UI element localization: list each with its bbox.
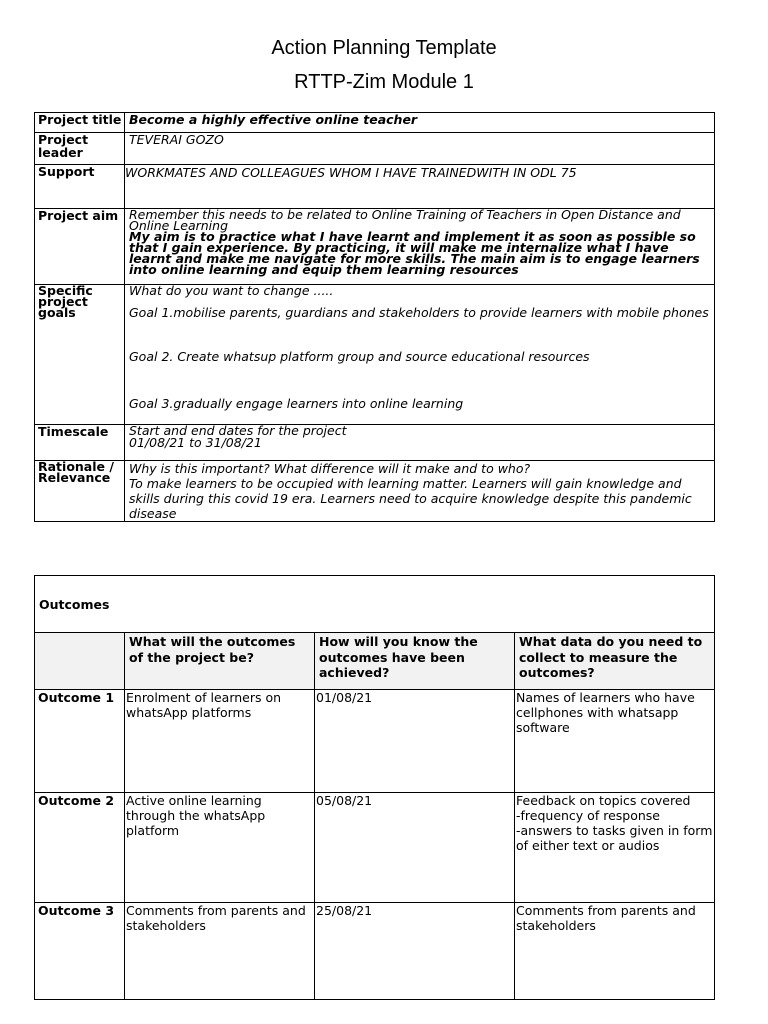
- outcome-2-label: Outcome 2: [35, 793, 125, 903]
- outcome-3-outcome: Comments from parents and stakeholders: [125, 903, 315, 1000]
- project-title-value: Become a highly effective online teacher: [125, 113, 715, 133]
- outcome-2-data-line: -answers to tasks given in form of either text or audios: [516, 823, 713, 853]
- goals-label: Specific project goals: [35, 285, 125, 425]
- document-title: Action Planning Template: [271, 37, 497, 59]
- project-aim-value: My aim is to practice what I have learnt and implement it as soon as possible so that I gain experience. By practicing, it will make me internalize what I have learnt and make me navigate for more skills. The main aim is to engage learners into online learning and equip them learning resources: [129, 229, 700, 277]
- table-row: [35, 133, 715, 165]
- table-row: [35, 633, 715, 690]
- timescale-cell: [125, 425, 715, 461]
- outcome-1-label: Outcome 1: [35, 690, 125, 793]
- outcome-2-data: [515, 793, 715, 903]
- support-label: Support: [35, 165, 125, 209]
- column-header-achieved: How will you know the outcomes have been achieved?: [315, 633, 515, 690]
- goal-2: Goal 2. Create whatsup platform group and source educational resources: [129, 349, 590, 364]
- outcome-1-data: Names of learners who have cellphones with whatsapp software: [515, 690, 715, 793]
- timescale-label: Timescale: [35, 425, 125, 461]
- goal-3: Goal 3.gradually engage learners into online learning: [129, 396, 464, 411]
- rationale-label: Rationale / Relevance: [35, 461, 125, 522]
- header-empty-cell: [35, 633, 125, 690]
- project-details-table: [34, 112, 715, 522]
- table-row: [35, 165, 715, 209]
- table-row: [35, 576, 715, 633]
- outcome-1-achieved: 01/08/21: [315, 690, 515, 793]
- table-row: [35, 903, 715, 1000]
- project-title-label: Project title: [35, 113, 125, 133]
- rationale-value: To make learners to be occupied with learning matter. Learners will gain knowledge and skills during this covid 19 era. Learners need to acquire knowledge despite this pandemic disease: [129, 476, 692, 521]
- outcome-3-achieved: 25/08/21: [315, 903, 515, 1000]
- goals-prompt: What do you want to change .....: [129, 284, 334, 298]
- outcomes-heading: Outcomes: [35, 576, 715, 633]
- outcome-3-label: Outcome 3: [35, 903, 125, 1000]
- table-row: [35, 425, 715, 461]
- project-aim-prompt: Remember this needs to be related to Online Training of Teachers in Open Distance and Online Learning: [129, 208, 681, 233]
- column-header-outcomes: What will the outcomes of the project be?: [125, 633, 315, 690]
- table-row: [35, 690, 715, 793]
- table-row: [35, 209, 715, 285]
- project-leader-label: Project leader: [35, 133, 125, 165]
- project-aim-cell: [125, 209, 715, 285]
- table-row: [35, 793, 715, 903]
- document-subtitle: RTTP-Zim Module 1: [294, 71, 474, 93]
- outcome-2-data-line: -frequency of response: [516, 808, 660, 823]
- goal-1: Goal 1.mobilise parents, guardians and stakeholders to provide learners with mobile phones: [129, 305, 709, 320]
- outcome-2-data-line: Feedback on topics covered: [516, 793, 691, 808]
- outcome-3-data: Comments from parents and stakeholders: [515, 903, 715, 1000]
- outcome-2-outcome: Active online learning through the whatsApp platform: [125, 793, 315, 903]
- timescale-value: 01/08/21 to 31/08/21: [129, 435, 262, 450]
- project-leader-value: TEVERAI GOZO: [125, 133, 715, 165]
- timescale-prompt: Start and end dates for the project: [129, 424, 347, 438]
- table-row: [35, 285, 715, 425]
- column-header-data: What data do you need to collect to measure the outcomes?: [515, 633, 715, 690]
- outcome-2-achieved: 05/08/21: [315, 793, 515, 903]
- project-aim-label: Project aim: [35, 209, 125, 285]
- table-row: [35, 461, 715, 522]
- support-value: WORKMATES AND COLLEAGUES WHOM I HAVE TRAINEDWITH IN ODL 75: [125, 165, 715, 209]
- rationale-cell: [125, 461, 715, 522]
- rationale-prompt: Why is this important? What difference will it make and to who?: [129, 461, 531, 476]
- outcome-1-outcome: Enrolment of learners on whatsApp platforms: [125, 690, 315, 793]
- table-row: [35, 113, 715, 133]
- outcomes-table: [34, 575, 715, 1000]
- goals-cell: [125, 285, 715, 425]
